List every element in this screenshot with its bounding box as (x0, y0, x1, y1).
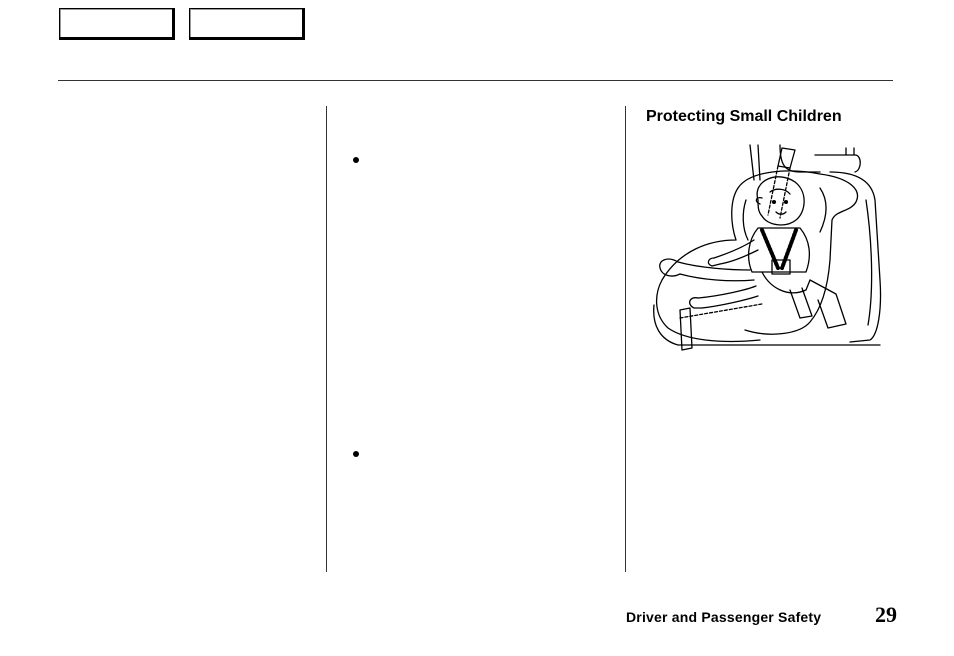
column-divider-left (326, 106, 327, 572)
nav-button-2[interactable] (189, 8, 305, 40)
child-car-seat-illustration (650, 140, 900, 355)
header-rule (58, 80, 893, 81)
bullet-marker (353, 157, 359, 163)
column-divider-right (625, 106, 626, 572)
bullet-marker (353, 451, 359, 457)
nav-button-1[interactable] (59, 8, 175, 40)
section-heading: Protecting Small Children (646, 108, 842, 125)
footer-chapter-title: Driver and Passenger Safety (626, 609, 822, 625)
page-number: 29 (875, 602, 897, 627)
